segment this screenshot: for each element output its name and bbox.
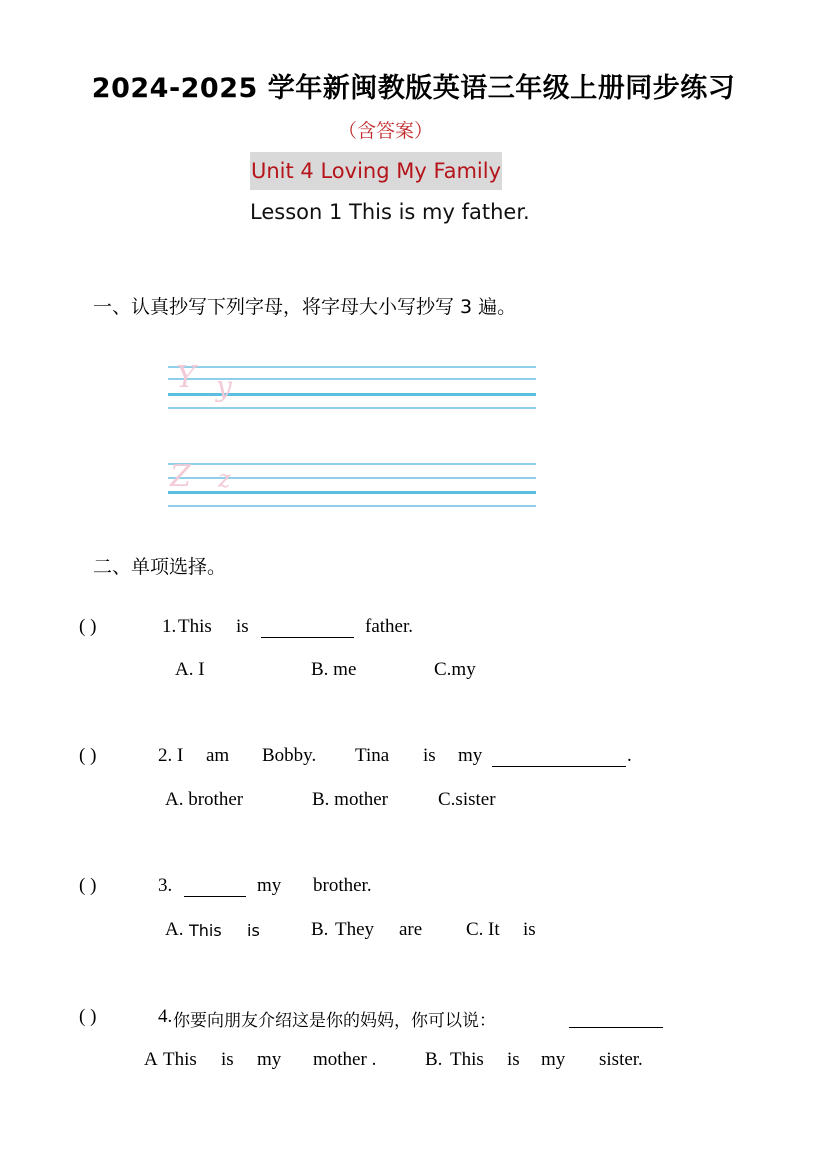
answer-blank[interactable]: [261, 619, 354, 638]
option-a-word: my: [257, 1049, 282, 1070]
option-c: C.sister: [438, 789, 496, 810]
option-b: B. me: [311, 659, 357, 680]
answer-blank[interactable]: [569, 1009, 663, 1028]
stem-word: is: [423, 745, 436, 766]
section-1-heading: 一、认真抄写下列字母，将字母大小写抄写 3 遍。: [93, 296, 517, 318]
option-b: B. mother: [312, 789, 388, 810]
option-a-word: mother .: [313, 1049, 377, 1070]
answer-bracket[interactable]: ( ): [79, 875, 97, 896]
answer-bracket[interactable]: ( ): [79, 745, 97, 766]
stem-word: This: [178, 616, 212, 637]
question-number: 4.: [158, 1006, 173, 1027]
question-number: 2.: [158, 745, 173, 766]
stem-word: am: [206, 745, 230, 766]
stem-word: Tina: [355, 745, 390, 766]
option-b-word: is: [507, 1049, 520, 1070]
option-a-word: This: [163, 1049, 197, 1070]
answer-bracket[interactable]: ( ): [79, 1006, 97, 1027]
stem-word: brother.: [313, 875, 372, 896]
option-b-letter: B.: [311, 919, 329, 940]
option-a-letter: A.: [165, 919, 184, 940]
lesson-heading: Lesson 1 This is my father.: [250, 200, 530, 224]
option-b-word: sister.: [599, 1049, 643, 1070]
stem-word: .: [627, 745, 632, 766]
question-prompt: 你要向朋友介绍这是你的妈妈，你可以说：: [173, 1011, 496, 1031]
tracing-letter-upper-z: Z: [170, 459, 191, 494]
option-a: A. brother: [165, 789, 244, 810]
stem-word: is: [236, 616, 249, 637]
section-2-heading: 二、单项选择。: [93, 556, 227, 578]
stem-word: Bobby.: [262, 745, 317, 766]
option-b-word: are: [399, 919, 423, 940]
stem-word: I: [177, 745, 184, 766]
option-c-letter: C.: [466, 919, 484, 940]
stem-word: father.: [365, 616, 414, 637]
unit-heading: Unit 4 Loving My Family: [250, 152, 502, 190]
option-c-word: is: [523, 919, 536, 940]
option-a-letter: A: [144, 1049, 158, 1070]
worksheet-title: 2024-2025 学年新闽教版英语三年级上册同步练习: [91, 73, 736, 104]
stem-word: my: [257, 875, 282, 896]
tracing-letter-lower-z: z: [218, 465, 231, 493]
answer-blank[interactable]: [492, 748, 626, 767]
option-b-letter: B.: [425, 1049, 443, 1070]
worksheet-subtitle: （含答案）: [338, 120, 434, 142]
writing-grid-z: [168, 459, 536, 509]
tracing-letter-lower-y: y: [216, 370, 232, 403]
option-a-word: is: [247, 921, 260, 940]
option-a-word: This: [189, 921, 222, 940]
writing-grid-y: [168, 360, 536, 410]
option-a: A. I: [175, 659, 205, 680]
option-b-word: my: [541, 1049, 566, 1070]
question-number: 3.: [158, 875, 173, 896]
option-c-word: It: [488, 919, 500, 940]
option-b-word: This: [450, 1049, 484, 1070]
option-a-word: is: [221, 1049, 234, 1070]
stem-word: my: [458, 745, 483, 766]
tracing-letter-upper-y: Y: [176, 360, 196, 395]
answer-bracket[interactable]: ( ): [79, 616, 97, 637]
option-b-word: They: [335, 919, 375, 940]
question-number: 1.: [162, 616, 177, 637]
option-c: C.my: [434, 659, 476, 680]
answer-blank[interactable]: [184, 878, 246, 897]
